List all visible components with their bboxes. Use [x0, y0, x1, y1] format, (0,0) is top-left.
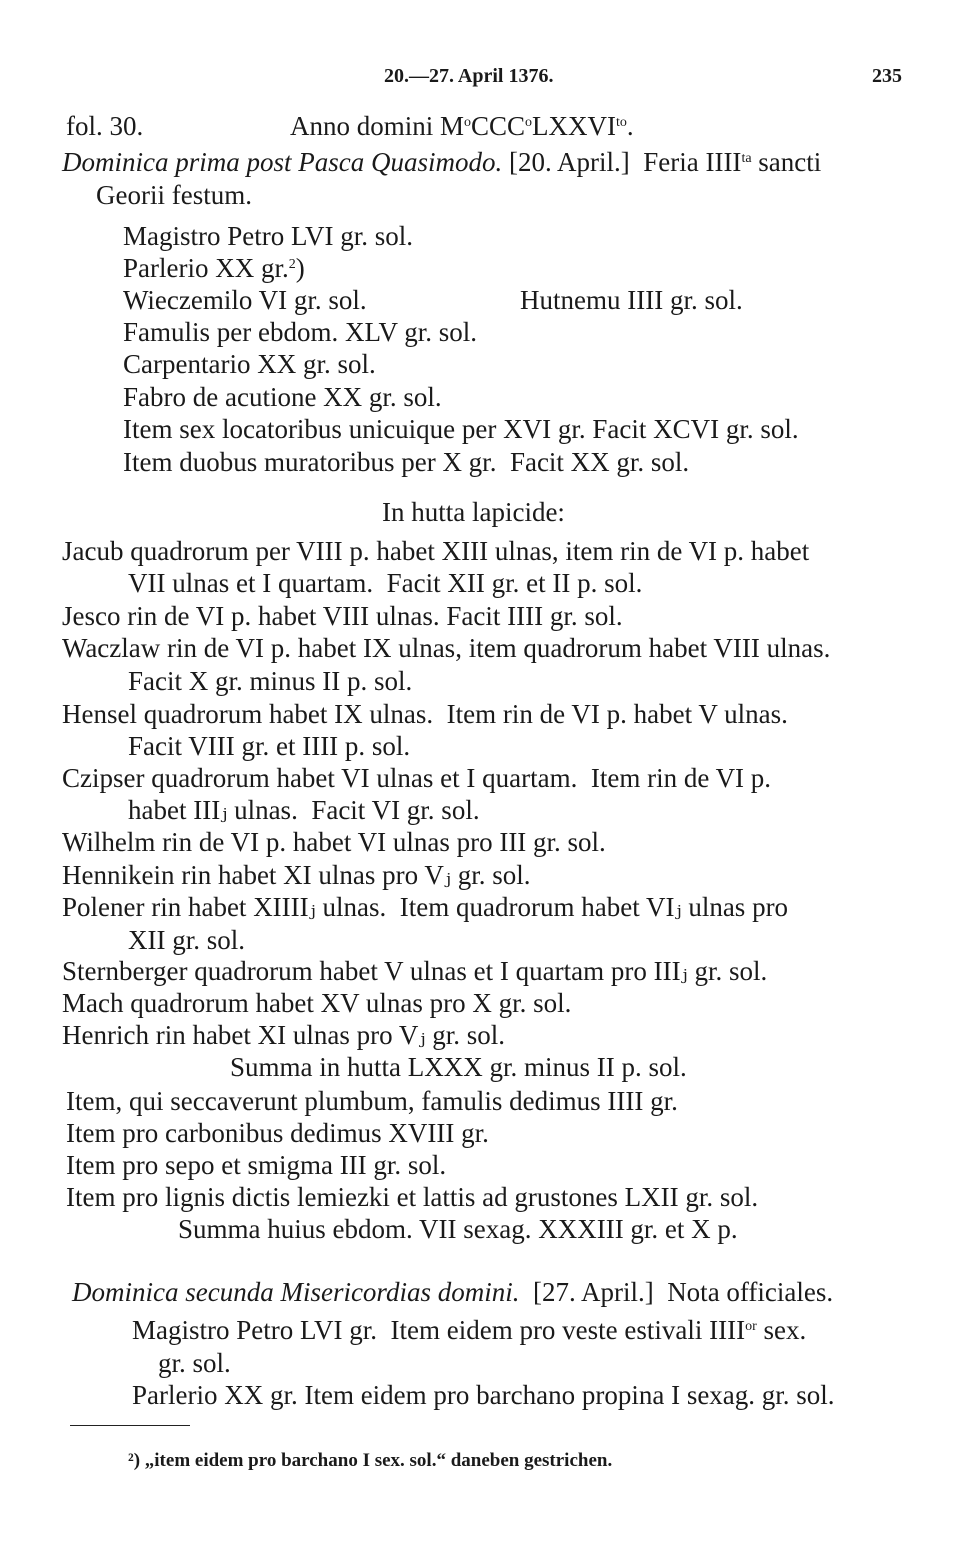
text-line: Sternberger quadrorum habet V ulnas et I quartam pro IIIⱼ gr. sol. [62, 956, 768, 986]
text-line: Famulis per ebdom. XLV gr. sol. [123, 317, 478, 347]
text-line: Georii festum. [96, 180, 252, 210]
text-line: Waczlaw rin de VI p. habet IX ulnas, item quadrorum habet VIII ulnas. [62, 633, 831, 663]
text-line: Parlerio XX gr. Item eidem pro barchano propina I sexag. gr. sol. [132, 1380, 835, 1410]
page-number: 235 [872, 65, 902, 87]
text-line: Jesco rin de VI p. habet VIII ulnas. Facit IIII gr. sol. [62, 601, 623, 631]
footnote-text: „item eidem pro barchano I sex. sol.“ daneben gestrichen. [144, 1450, 613, 1471]
footnote-rule [70, 1425, 190, 1426]
text-line: habet IIIⱼ ulnas. Facit VI gr. sol. [128, 795, 480, 825]
text-line: Fabro de acutione XX gr. sol. [123, 382, 442, 412]
text-line: Jacub quadrorum per VIII p. habet XIII ulnas, item rin de VI p. habet [62, 536, 810, 566]
text-line: VII ulnas et I quartam. Facit XII gr. et II p. sol. [128, 568, 643, 598]
text-line: Hutnemu IIII gr. sol. [520, 285, 743, 315]
text-line: Carpentario XX gr. sol. [123, 349, 376, 379]
text-line: Wilhelm rin de VI p. habet VI ulnas pro III gr. sol. [62, 827, 606, 857]
text-line: Magistro Petro LVI gr. sol. [123, 221, 413, 251]
section-heading-1: Dominica prima post Pasca Quasimodo. [20. April.] Feria $IIII^{ta}$ sancti [62, 147, 822, 177]
text-line: Hennikein rin habet XI ulnas pro Vⱼ gr. sol. [62, 860, 531, 890]
text-line: XII gr. sol. [128, 925, 245, 955]
text-line: Item sex locatoribus unicuique per XVI gr. Facit XCVI gr. sol. [123, 414, 799, 444]
footnote-marker: ²) [128, 1450, 141, 1471]
text-line: Czipser quadrorum habet VI ulnas et I quartam. Item rin de VI p. [62, 763, 772, 793]
text-line: Magistro Petro LVI gr. Item eidem pro veste estivali $IIII^{or}$ sex. [132, 1315, 807, 1345]
folio-label: fol. 30. [66, 111, 144, 141]
text-line: Henrich rin habet XI ulnas pro Vⱼ gr. sol. [62, 1020, 506, 1050]
text-line: gr. sol. [158, 1348, 231, 1378]
section-heading-2: Dominica secunda Misericordias domini. [27. April.] Nota officiales. [72, 1277, 834, 1307]
footnote [128, 1451, 612, 1470]
text-line: Hensel quadrorum habet IX ulnas. Item rin de VI p. habet V ulnas. [62, 699, 788, 729]
text-line: Parlerio XX gr.$^2$) [123, 253, 305, 283]
text-line: Wieczemilo VI gr. sol. [123, 285, 367, 315]
text-line: Polener rin habet XIIIIⱼ ulnas. Item quadrorum habet VIⱼ ulnas pro [62, 892, 789, 922]
anno-domini-line: Anno domini $M^oCCC^oLXXVI^{to}$. [290, 111, 634, 141]
running-title: 20.—27. April 1376. [384, 65, 554, 87]
text-line: Item pro sepo et smigma III gr. sol. [66, 1150, 447, 1180]
text-line: Mach quadrorum habet XV ulnas pro X gr. sol. [62, 988, 572, 1018]
text-line: Item, qui seccaverunt plumbum, famulis dedimus IIII gr. [66, 1086, 678, 1116]
subheading: In hutta lapicide: [382, 497, 565, 527]
text-line: Facit X gr. minus II p. sol. [128, 666, 413, 696]
summa-line: Summa huius ebdom. VII sexag. XXXIII gr. et X p. [178, 1214, 738, 1244]
summa-line: Summa in hutta LXXX gr. minus II p. sol. [230, 1052, 687, 1082]
text-line: Item pro carbonibus dedimus XVIII gr. [66, 1118, 489, 1148]
text-line: Facit VIII gr. et IIII p. sol. [128, 731, 411, 761]
text-line: Item duobus muratoribus per X gr. Facit XX gr. sol. [123, 447, 690, 477]
text-line: Item pro lignis dictis lemiezki et lattis ad grustones LXII gr. sol. [66, 1182, 759, 1212]
